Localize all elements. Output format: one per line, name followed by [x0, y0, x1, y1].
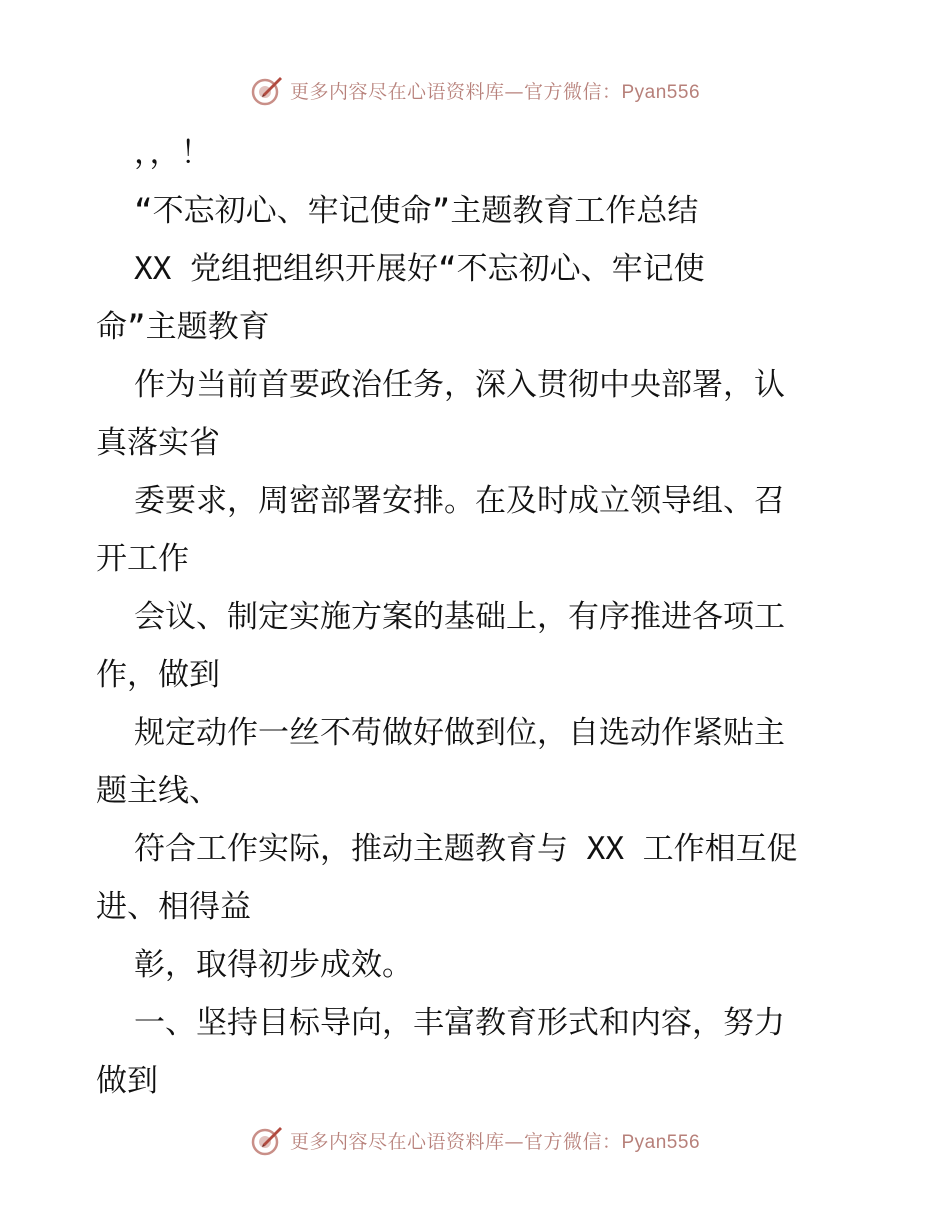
text-line: 符合工作实际，推动主题教育与 XX 工作相互促: [134, 831, 798, 867]
footer-watermark: [0, 1120, 950, 1160]
footer-watermark-text: [290, 1127, 700, 1154]
quill-pen-icon: [250, 1123, 284, 1157]
text-line: ，，！: [134, 135, 212, 171]
footer-wechat-label: 官方微信：: [523, 1130, 622, 1153]
header-brand-text: 更多内容尽在心语资料库: [289, 80, 505, 103]
text-line: 一、坚持目标导向，丰富教育形式和内容，努力: [134, 1005, 785, 1041]
footer-brand-text: 更多内容尽在心语资料库: [289, 1130, 505, 1153]
header-watermark: [0, 70, 950, 110]
document-body: [96, 124, 856, 1110]
text-line: 开工作: [96, 541, 189, 577]
text-line: 真落实省: [96, 425, 220, 461]
text-line: 会议、制定实施方案的基础上，有序推进各项工: [134, 599, 785, 635]
quill-pen-icon: [250, 73, 284, 107]
footer-separator: —: [504, 1130, 524, 1153]
text-line: XX 党组把组织开展好“不忘初心、牢记使: [134, 251, 705, 287]
header-watermark-text: [290, 77, 700, 104]
header-wechat-id: Pyan556: [621, 81, 701, 103]
header-separator: —: [504, 80, 524, 103]
footer-wechat-id: Pyan556: [621, 1131, 701, 1153]
text-line: 作，做到: [96, 657, 220, 693]
text-line: 彰，取得初步成效。: [134, 947, 413, 983]
text-line: 做到: [96, 1063, 158, 1099]
text-line: “不忘初心、牢记使命”主题教育工作总结: [134, 193, 699, 229]
text-line: 进、相得益: [96, 889, 251, 925]
text-line: 规定动作一丝不苟做好做到位，自选动作紧贴主: [134, 715, 785, 751]
text-line: 作为当前首要政治任务，深入贯彻中央部署，认: [134, 367, 785, 403]
text-line: 题主线、: [96, 773, 220, 809]
text-line: 委要求，周密部署安排。在及时成立领导组、召: [134, 483, 785, 519]
text-line: 命”主题教育: [96, 309, 270, 345]
header-wechat-label: 官方微信：: [523, 80, 622, 103]
